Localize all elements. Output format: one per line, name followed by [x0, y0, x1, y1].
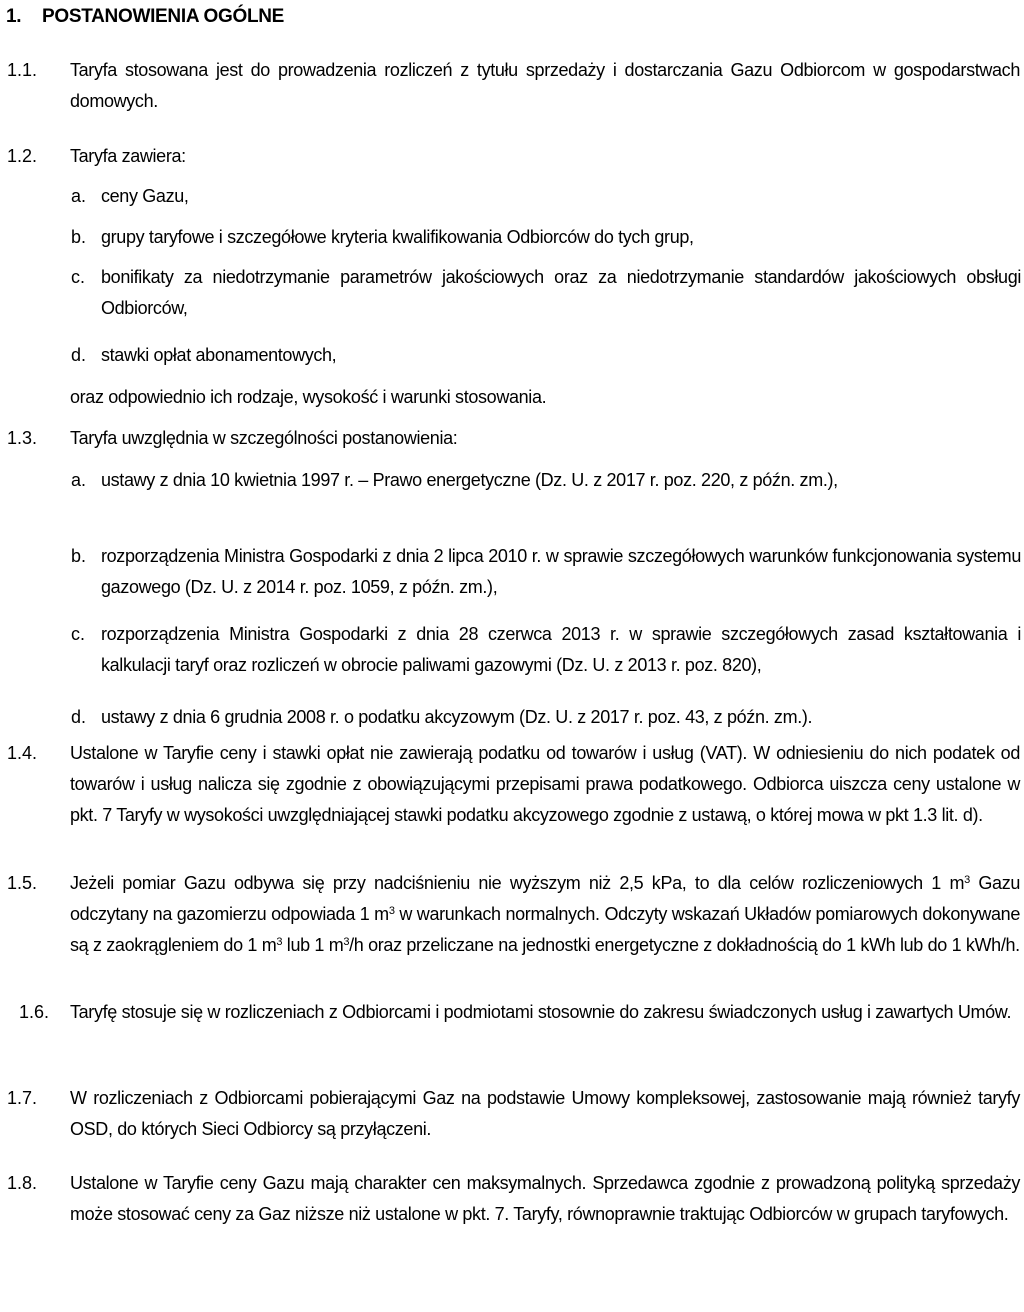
section-title: POSTANOWIENIA OGÓLNE [42, 6, 285, 27]
point-1-4-text: Ustalone w Taryfie ceny i stawki opłat nie zawierają podatku od towarów i usług (VAT). W odniesieniu do nich podatek od towarów i usług nalicza się zgodnie z obowiązującymi przepisami prawa podatkowego. Odbiorca uiszcza ceny ustalone w pkt. 7 Taryfy w wysokości uwzględniającej stawki podatku akcyzowego zgodnie z ustawą, o której mowa w pkt 1.3 lit. d). [70, 743, 1020, 825]
point-number-1-2: 1.2. [7, 146, 38, 166]
point-1-2-closing: oraz odpowiednio ich rodzaje, wysokość i warunki stosowania. [70, 387, 547, 407]
point-number-1-6: 1.6. [19, 1002, 50, 1022]
point-1-1-text: Taryfa stosowana jest do prowadzenia rozliczeń z tytułu sprzedaży i dostarczania Gazu Odbiorcom w gospodarstwach domowych. [70, 60, 1020, 111]
point-1-2-item-b: grupy taryfowe i szczegółowe kryteria kwalifikowania Odbiorców do tych grup, [101, 227, 694, 247]
point-1-3-item-a: ustawy z dnia 10 kwietnia 1997 r. – Prawo energetyczne (Dz. U. z 2017 r. poz. 220, z późn. zm.), [101, 470, 838, 490]
section-heading [6, 6, 284, 28]
point-1-3-letter-b: b. [71, 546, 87, 566]
point-1-3-letter-d: d. [71, 707, 87, 727]
point-number-1-3: 1.3. [7, 428, 38, 448]
point-1-2-letter-c: c. [71, 267, 86, 287]
section-number: 1. [6, 6, 22, 27]
point-number-1-5: 1.5. [7, 873, 38, 893]
point-number-1-7: 1.7. [7, 1088, 38, 1108]
point-1-3-item-d: ustawy z dnia 6 grudnia 2008 r. o podatku akcyzowym (Dz. U. z 2017 r. poz. 43, z późn. zm.). [101, 707, 813, 727]
point-1-2-item-c: bonifikaty za niedotrzymanie parametrów jakościowych oraz za niedotrzymanie standardów jakościowych obsługi Odbiorców, [101, 267, 1021, 318]
point-1-5-text: Jeżeli pomiar Gazu odbywa się przy nadciśnieniu nie wyższym niż 2,5 kPa, to dla celów rozliczeniowych 1 $m^3$ Gazu odczytany na gazomierzu odpowiada 1 $m^3$ w warunkach normalnych. Odczyty wskazań Układów pomiarowych dokonywane są z zaokrągleniem do 1 $m^3$ lub 1 $m^3/h$ oraz przeliczane na jednostki energetyczne z dokładnością do 1 kWh lub do 1 kWh/h. [70, 873, 1021, 955]
point-1-3-letter-c: c. [71, 624, 86, 644]
point-1-3-letter-a: a. [71, 470, 87, 490]
point-1-2-intro: Taryfa zawiera: [70, 146, 186, 166]
point-1-2-letter-d: d. [71, 345, 87, 365]
point-1-6-text: Taryfę stosuje się w rozliczeniach z Odbiorcami i podmiotami stosownie do zakresu świadczonych usług i zawartych Umów. [70, 1002, 1012, 1022]
point-1-2-letter-b: b. [71, 227, 87, 247]
point-1-2-item-a: ceny Gazu, [101, 186, 189, 206]
point-1-3-intro: Taryfa uwzględnia w szczególności postanowienia: [70, 428, 458, 448]
point-1-3-item-c: rozporządzenia Ministra Gospodarki z dnia 28 czerwca 2013 r. w sprawie szczegółowych zasad kształtowania i kalkulacji taryf oraz rozliczeń w obrocie paliwami gazowymi (Dz. U. z 2013 r. poz. 820), [101, 624, 1021, 675]
point-1-7-text: W rozliczeniach z Odbiorcami pobierającymi Gaz na podstawie Umowy kompleksowej, zastosowanie mają również taryfy OSD, do których Sieci Odbiorcy są przyłączeni. [70, 1088, 1020, 1139]
point-number-1-8: 1.8. [7, 1173, 38, 1193]
point-number-1-1: 1.1. [7, 60, 38, 80]
point-1-3-item-b: rozporządzenia Ministra Gospodarki z dnia 2 lipca 2010 r. w sprawie szczegółowych warunków funkcjonowania systemu gazowego (Dz. U. z 2014 r. poz. 1059, z późn. zm.), [101, 546, 1021, 597]
point-1-2-item-d: stawki opłat abonamentowych, [101, 345, 337, 365]
point-1-8-text: Ustalone w Taryfie ceny Gazu mają charakter cen maksymalnych. Sprzedawca zgodnie z prowadzoną polityką sprzedaży może stosować ceny za Gaz niższe niż ustalone w pkt. 7. Taryfy, równoprawnie traktując Odbiorców w grupach taryfowych. [70, 1173, 1020, 1224]
point-number-1-4: 1.4. [7, 743, 38, 763]
point-1-2-letter-a: a. [71, 186, 87, 206]
